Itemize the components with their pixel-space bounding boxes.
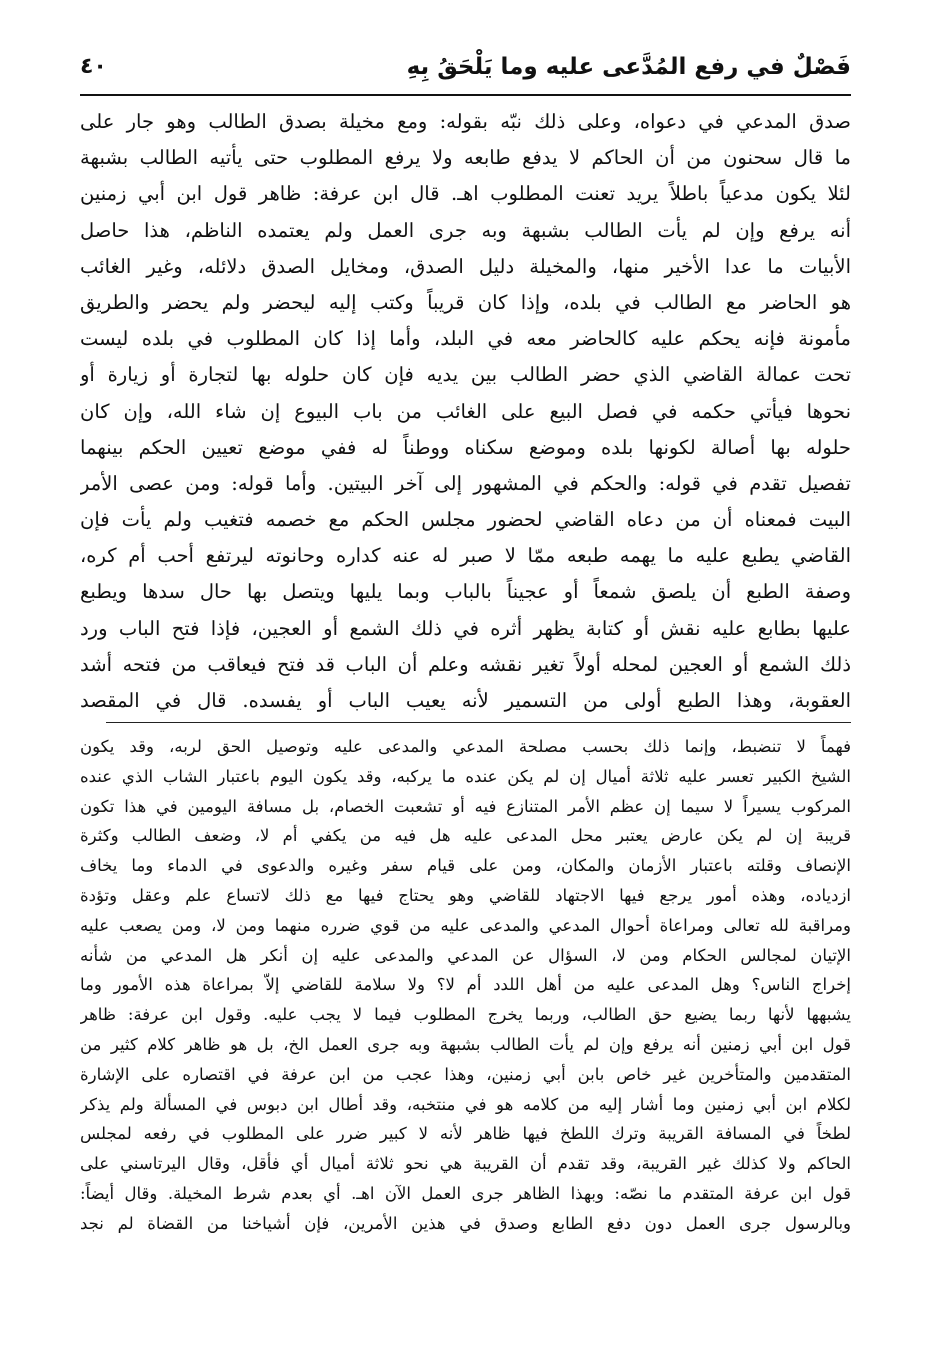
main-text-line: هو الحاضر مع الطالب في بلده، وإذا كان قريباً وكتب إليه ليحضر ولم يحضر والطريق — [80, 290, 851, 314]
footnote-line: قول ابن أبي زمنين أنه يرفع وإن لم يأت الطالب بشبهة وبه جرى العمل الخ، بل هو ظاهر كلام كثير من — [80, 1034, 851, 1054]
footnote-divider — [106, 722, 851, 723]
main-text-line: لئلا يكون مدعياً باطلاً يريد تعنت المطلوب اهـ. قال ابن عرفة: ظاهر قول ابن أبي زمنين — [80, 182, 851, 206]
footnote-line: فهماً لا تنضبط، وإنما ذلك بحسب مصلحة المدعي والمدعى عليه وتوصيل الحق لربه، وقد يكون — [80, 737, 851, 756]
footnote-line: الإنصاف وقلته باعتبار الأزمان والمكان، ومن على قيام سفر وغيره والدعوى في الدماء وما يخاف — [80, 856, 851, 876]
main-text-line: حلوله بها أصالة لكونها بلده وموضع سكناه ووطناً له ففي موضع تعيين الحكم بينهما — [80, 435, 851, 459]
main-text-line: ما قال سحنون من أن الحاكم لا يدفع طابعه ولا يرفع المطلوب حتى يأتيه الطالب بشبهة — [80, 146, 851, 170]
footnote-line: لطخاً في المسافة القريبة وترك اللطخ فيها ظاهر لأنه لا كبير ضرر على المطلوب في رفعه لمجلس — [80, 1124, 851, 1144]
main-text-line: أنه يرفع وإن لم يأت الطالب بشبهة وبه جرى العمل ولم يعتمده الناظم، هذا حاصل — [80, 218, 851, 242]
header-rule — [80, 94, 851, 96]
main-text-line: عليها بطابع عليه نقش أو كتابة يظهر أثره في ذلك الشمع أو العجين، فإذا فتح الباب ورد — [80, 616, 851, 640]
footnote-line: ازدياده، وهذه أمور يرجع فيها الاجتهاد للقاضي وهو يحتاج فيها مع ذلك لاتساع علم وعقل وتؤدة — [80, 885, 851, 905]
footnote-line: الحاكم ولا كذلك غير القريبة، وقد تقدم أن القريبة هي نحو ثلاثة أميال أي فأقل، وقال اليرتاسني على — [80, 1154, 851, 1174]
page-header — [80, 52, 851, 92]
footnote-line: ومراقبة لله تعالى ومراعاة أحوال المدعي والمدعى عليه من قوي ضرره منهما ومن لا، ومن يصعب عليه — [80, 915, 851, 935]
main-text-line: القاضي يطبع عليه ما يهمه طبعه ممّا لا صبر له عنه كداره وحانوته ليرتفع أحب أم كره، — [80, 544, 851, 568]
main-text-line: البيت فمعناه أن من دعاه القاضي لحضور مجلس الحكم مع خصمه فتغيب ولم يأت فإن — [80, 508, 851, 532]
main-text-line: صدق المدعي في دعواه، وعلى ذلك نبّه بقوله: ومع مخيلة بصدق الطالب وهو جار على — [80, 110, 851, 133]
footnote-line: المتقدمين والمتأخرين غير خاص بابن أبي زمنين، وهذا عجب من ابن عرفة في اقتصاره على الإشارة — [80, 1064, 851, 1084]
footnote-line: لكلام ابن أبي زمنين وما أشار إليه من كلامه هو في منتخبه، وقد أطال ابن دبوس في المسألة ولم يذكر — [80, 1094, 851, 1114]
main-text-line: العقوبة، وهذا الطبع أولى من التسمير لأنه يعيب الباب أو يفسده. قال في المقصد — [80, 689, 851, 712]
main-text-line: ذلك الشمع أو العجين لمحله أولاً تغير نقشه وعلم أن الباب قد فتح فيعاقب من فتحه أشد — [80, 652, 851, 676]
main-text-line: تحت عمالة القاضي الذي حضر الطالب بين يديه فإن كان حلوله بها لتجارة أو زيارة أو — [80, 363, 851, 387]
footnote-line: إخراج الناس؟ وهل المدعى عليه من أهل اللدد أم لا؟ ولا سلامة للقاضي إلاّ بمراعاة هذه الأمور وما — [80, 975, 851, 995]
running-title: فَصْلٌ في رفع المُدَّعى عليه وما يَلْحَقُ بِهِ — [406, 54, 851, 80]
footnote-line: الإتيان لمجالس الحكام ومن لا، السؤال عن المدعي والمدعى عليه إن أنكر هل المدعي من شأنه — [80, 945, 851, 965]
main-text-body — [80, 104, 851, 719]
footnote-line: قريبة إن لم يكن عارض يعتبر محل المدعى عليه هل فيه من يكفي أم لا، وضعف الطالب وكثرة — [80, 826, 851, 846]
main-text-line: نحوها فيأتي حكمه في فصل البيع على الغائب من باب البيوع إن شاء الله، وإن كان — [80, 399, 851, 423]
footnote-line: قول ابن عرفة المتقدم ما نصّه: وبهذا الظاهر جرى العمل الآن اهـ. أي بعدم شرط المخيلة. وقال أيضاً: — [80, 1183, 851, 1203]
footnote-line: المركوب يسيراً لا سيما إن عظم الأمر المتنازع فيه أو تشعبت الخصام، بل مسافة اليومين في هذا تكون — [80, 796, 851, 816]
page-number: ٤٠ — [80, 54, 107, 79]
footnote-line: وبالرسول جرى العمل دون دفع الطابع وصدق في هذين الأمرين، فإن أشياخنا من القضاة لم نجد — [80, 1213, 851, 1233]
main-text-line: مأمونة فإنه يحكم عليه كالحاضر معه في البلد، وأما إذا كان المطلوب في بلده ليست — [80, 327, 851, 351]
main-text-line: الأبيات ما عدا الأخير منها، والمخيلة دليل الصدق، ومخايل الصدق دلائله، وغير الغائب — [80, 254, 851, 278]
footnotes-body — [80, 732, 851, 1239]
main-text-line: تفصيل تقدم في قوله: والحكم في المشهور إلى آخر البيتين. وأما قوله: ومن عصى الأمر — [80, 471, 851, 495]
footnote-line: الشيخ الكبير تعسر عليه ثلاثة أميال إن لم يكن عنده ما يركبه، وقد يكون اليوم باعتبار الشاب الذي عنده — [80, 766, 851, 786]
footnote-line: يشبهها لأنها ربما يضيع حق الطالب، وربما يخرج المطلوب فيما لا يجب عليه. وقول ابن عرفة: ظاهر — [80, 1005, 851, 1025]
main-text-line: وصفة الطبع أن يلصق شمعاً أو عجيناً بالباب وبما يليها ويتصل بها حال سدها ويطبع — [80, 580, 851, 604]
